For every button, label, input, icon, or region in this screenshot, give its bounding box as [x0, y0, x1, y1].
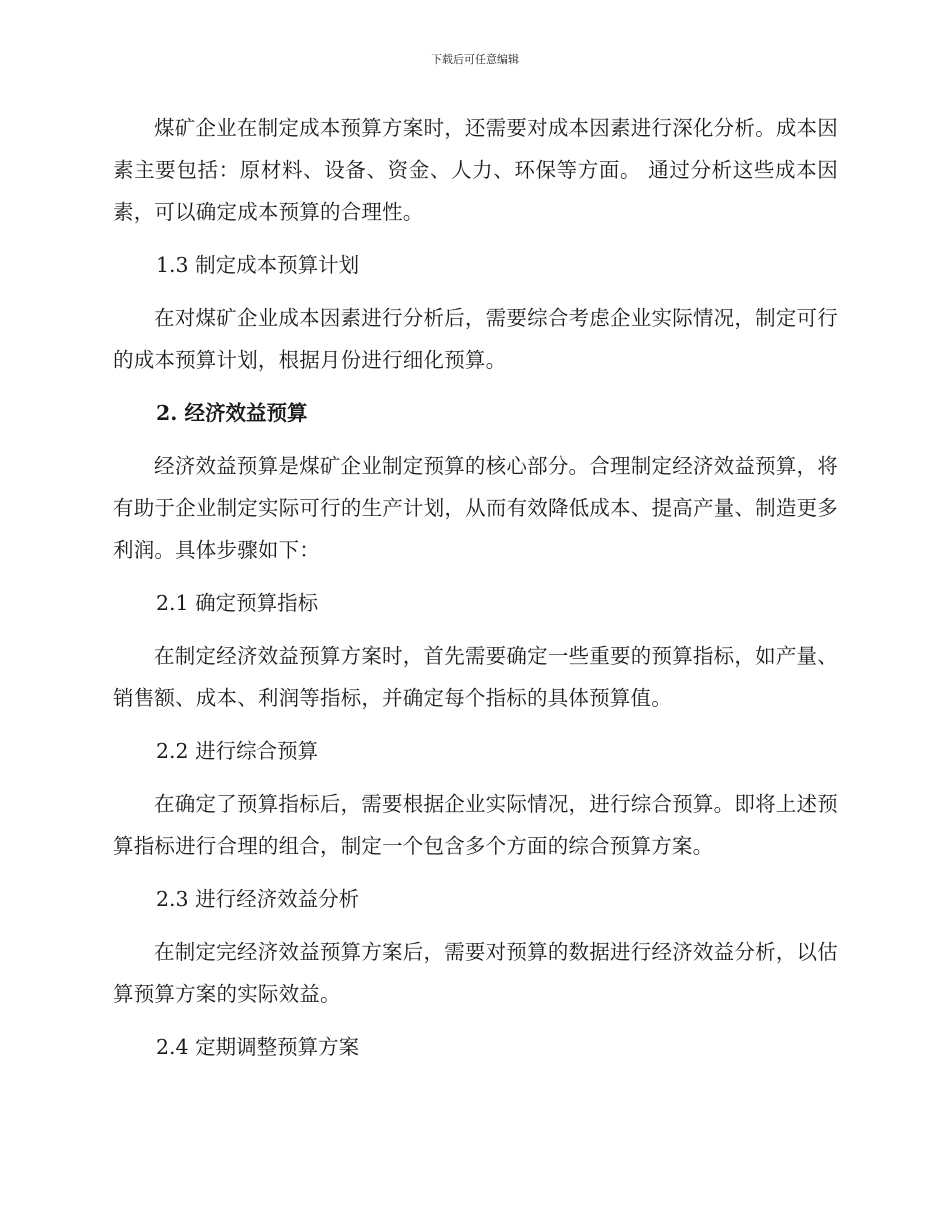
page-header: 下载后可任意编辑: [431, 53, 519, 66]
paragraph-comprehensive-budget: 在确定了预算指标后，需要根据企业实际情况，进行综合预算。即将上述预算指标进行合理的组合，制定一个包含多个方面的综合预算方案。: [113, 792, 838, 858]
heading-2: 2. 经济效益预算: [156, 401, 308, 425]
heading-2-3: 2.3 进行经济效益分析: [156, 887, 360, 911]
paragraph-economic-analysis: 在制定完经济效益预算方案后，需要对预算的数据进行经济效益分析，以估算预算方案的实际效益。: [113, 940, 838, 1006]
paragraph-cost-factors: 煤矿企业在制定成本预算方案时，还需要对成本因素进行深化分析。成本因素主要包括：原材料、设备、资金、人力、环保等方面。 通过分析这些成本因素，可以确定成本预算的合理性。: [113, 116, 838, 224]
heading-1-3: 1.3 制定成本预算计划: [156, 253, 360, 277]
document-body: [113, 107, 838, 1079]
paragraph-economic-budget: 经济效益预算是煤矿企业制定预算的核心部分。合理制定经济效益预算，将有助于企业制定实际可行的生产计划，从而有效降低成本、提高产量、制造更多利润。具体步骤如下：: [113, 454, 838, 562]
paragraph-budget-indicators: 在制定经济效益预算方案时，首先需要确定一些重要的预算指标，如产量、销售额、成本、利润等指标，并确定每个指标的具体预算值。: [113, 644, 838, 710]
heading-2-1: 2.1 确定预算指标: [156, 591, 319, 615]
heading-2-4: 2.4 定期调整预算方案: [156, 1035, 360, 1059]
paragraph-cost-plan: 在对煤矿企业成本因素进行分析后，需要综合考虑企业实际情况，制定可行的成本预算计划，根据月份进行细化预算。: [113, 306, 838, 372]
heading-2-2: 2.2 进行综合预算: [156, 739, 319, 763]
